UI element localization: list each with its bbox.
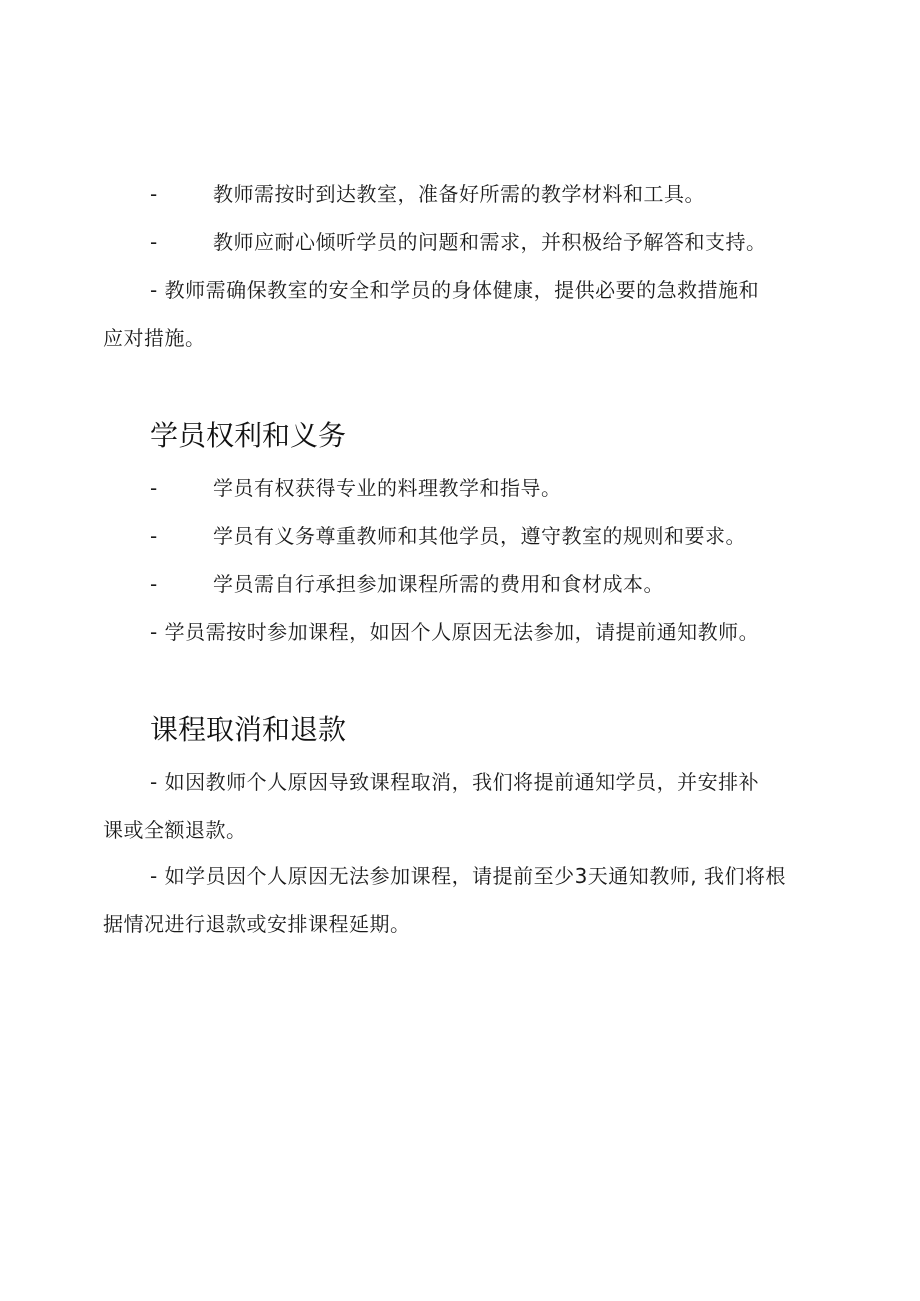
list-bullet: - bbox=[150, 230, 158, 254]
list-item: 学员需自行承担参加课程所需的费用和食材成本。 bbox=[213, 572, 664, 596]
list-bullet: - bbox=[150, 572, 158, 596]
list-item: 学员有权获得专业的料理教学和指导。 bbox=[213, 476, 562, 500]
list-item: 教师应耐心倾听学员的问题和需求，并积极给予解答和支持。 bbox=[213, 230, 767, 254]
list-item: 教师需按时到达教室，准备好所需的教学材料和工具。 bbox=[213, 182, 705, 206]
section-heading: 学员权利和义务 bbox=[150, 419, 347, 452]
paragraph-line: - 如学员因个人原因无法参加课程，请提前至少3天通知教师, 我们将根 bbox=[150, 864, 787, 888]
list-item: 学员有义务尊重教师和其他学员，遵守教室的规则和要求。 bbox=[213, 524, 746, 548]
list-bullet: - bbox=[150, 524, 158, 548]
paragraph-line: - 学员需按时参加课程，如因个人原因无法参加，请提前通知教师。 bbox=[150, 620, 760, 644]
paragraph-line: - 如因教师个人原因导致课程取消，我们将提前通知学员，并安排补 bbox=[150, 770, 760, 794]
paragraph-line: - 教师需确保教室的安全和学员的身体健康，提供必要的急救措施和 bbox=[150, 278, 760, 302]
list-bullet: - bbox=[150, 182, 158, 206]
list-bullet: - bbox=[150, 476, 158, 500]
paragraph-line: 应对措施。 bbox=[103, 326, 206, 350]
paragraph-line: 据情况进行退款或安排课程延期。 bbox=[103, 912, 411, 936]
section-heading: 课程取消和退款 bbox=[150, 713, 347, 746]
paragraph-line: 课或全额退款。 bbox=[103, 818, 247, 842]
